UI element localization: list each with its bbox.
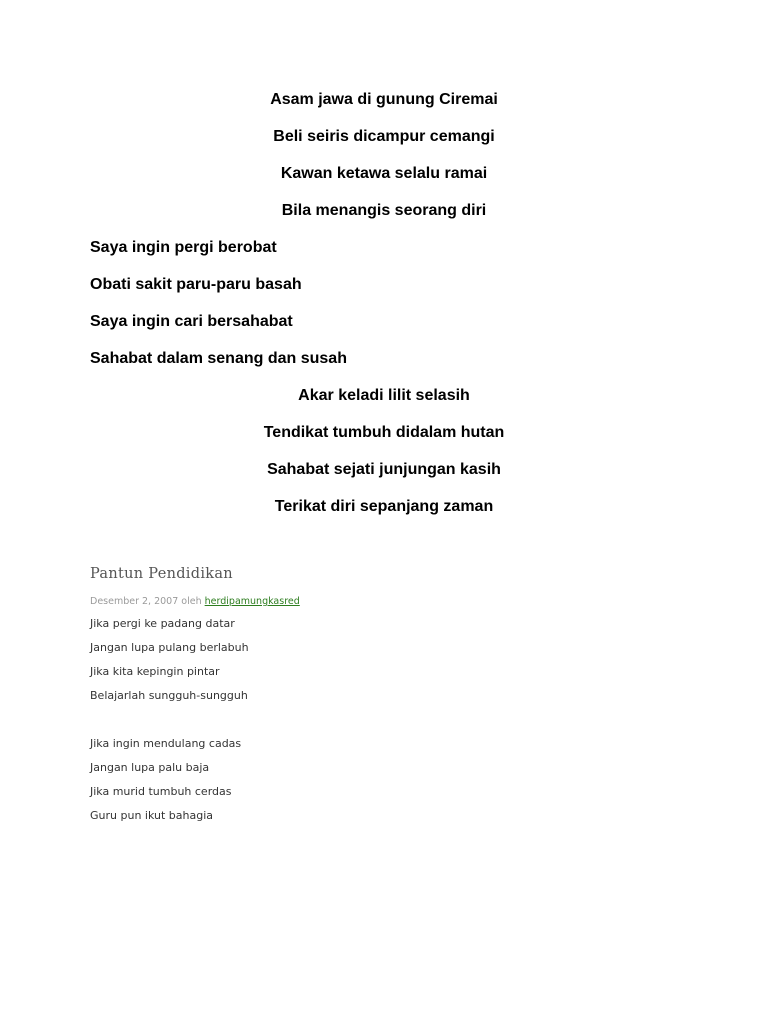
post-line: Jika pergi ke padang datar xyxy=(90,617,235,630)
poem-line: Saya ingin pergi berobat xyxy=(90,239,277,256)
post-line: Jangan lupa palu baja xyxy=(90,761,210,774)
poem-line: Beli seiris dicampur cemangi xyxy=(273,128,495,145)
post-stanza-1 xyxy=(90,617,730,713)
poem-line: Obati sakit paru-paru basah xyxy=(90,276,302,293)
poem-stanza-2 xyxy=(0,238,768,386)
poem-line: Kawan ketawa selalu ramai xyxy=(280,165,488,182)
poem-stanza-1 xyxy=(0,90,768,238)
blog-post xyxy=(90,563,730,833)
post-line: Jika ingin mendulang cadas xyxy=(90,737,242,750)
poem-line: Sahabat dalam senang dan susah xyxy=(90,350,347,367)
post-stanza-2 xyxy=(90,737,730,833)
poem-line: Akar keladi lilit selasih xyxy=(298,387,470,404)
poem-line: Asam jawa di gunung Ciremai xyxy=(270,91,498,108)
poem-line: Bila menangis seorang diri xyxy=(281,202,487,219)
post-line: Jika murid tumbuh cerdas xyxy=(90,785,232,798)
poem-line: Sahabat sejati junjungan kasih xyxy=(267,461,501,478)
poem-line: Saya ingin cari bersahabat xyxy=(90,313,293,330)
post-line: Belajarlah sungguh-sungguh xyxy=(90,689,248,702)
author-link[interactable]: herdipamungkasred xyxy=(204,596,300,607)
post-body xyxy=(90,617,730,833)
poem-line: Tendikat tumbuh didalam hutan xyxy=(263,424,505,441)
post-line: Jika kita kepingin pintar xyxy=(90,665,220,678)
poem-stanza-3 xyxy=(0,386,768,534)
poem-line: Terikat diri sepanjang zaman xyxy=(274,498,494,515)
post-line: Jangan lupa pulang berlabuh xyxy=(90,641,249,654)
post-meta xyxy=(90,595,730,608)
post-title: Pantun Pendidikan xyxy=(90,566,233,582)
post-line: Guru pun ikut bahagia xyxy=(90,809,213,822)
post-date: Desember 2, 2007 oleh xyxy=(90,596,202,607)
